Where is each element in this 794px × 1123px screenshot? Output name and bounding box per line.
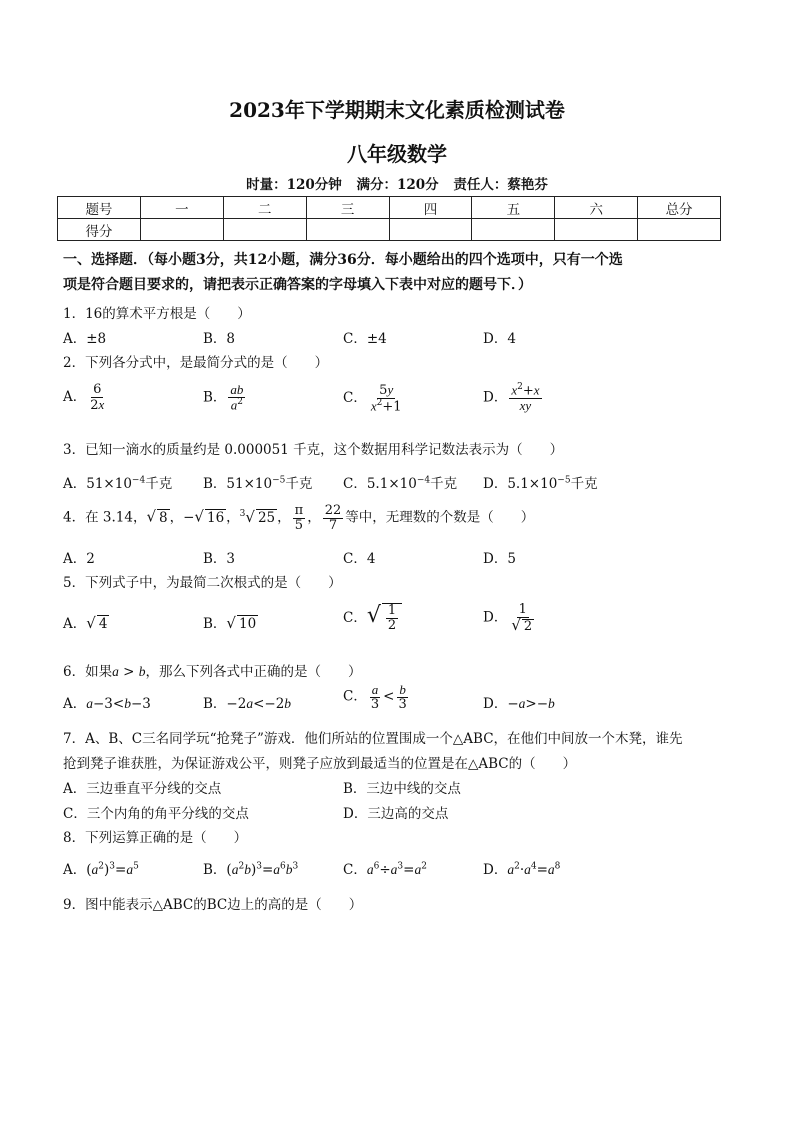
option-letter: A． — [63, 696, 87, 712]
option-letter: D． — [483, 476, 508, 492]
q8-stem: 8．下列运算正确的是（ ） — [63, 830, 248, 846]
score-cell: 题号 — [58, 197, 141, 219]
option-letter: B． — [203, 696, 227, 712]
q6-tail: ，那么下列各式中正确的是（ ） — [145, 664, 362, 680]
q6-stem: 6．如果a > b，那么下列各式中正确的是（ ） — [63, 664, 362, 680]
q4-option-b[interactable]: B．3 — [203, 551, 236, 567]
q2-option-c[interactable]: C． $\frac{5y}{x^2+1}$ — [343, 382, 402, 414]
score-table — [57, 196, 721, 241]
option-letter: D． — [483, 609, 508, 626]
exam-title: 2023年下学期期末文化素质检测试卷 — [229, 98, 565, 122]
option-letter: A． — [63, 476, 87, 492]
q2-stem: 2．下列各分式中，是最简分式的是（ ） — [63, 355, 329, 371]
q2-option-d[interactable]: D． $\frac{x^2+x}{xy}$ — [483, 382, 540, 413]
q8-option-c[interactable]: C．$a^6\div a^3=a^2$ — [343, 861, 427, 878]
score-input-cell[interactable] — [555, 219, 638, 241]
section-heading-line1: 一、选择题．（每小题3分，共12小题，满分36分．每小题给出的四个选项中，只有一个选 — [63, 252, 623, 268]
score-input-cell[interactable] — [389, 219, 472, 241]
q8-option-b[interactable]: B．$(a^2b)^3=a^6b^3$ — [203, 861, 299, 878]
score-input-cell[interactable] — [638, 219, 721, 241]
section-heading-line2: 项是符合题目要求的，请把表示正确答案的字母填入下表中对应的题号下．） — [63, 277, 532, 293]
unit-text: 千克 — [285, 476, 313, 492]
score-cell: 三 — [306, 197, 389, 219]
q7-option-d[interactable]: D．三边高的交点 — [343, 806, 449, 822]
q5-option-a[interactable]: A．√ 4 — [63, 614, 108, 632]
q3-option-d[interactable]: D．$5.1\times 10^{-5}$千克 — [483, 475, 598, 492]
option-letter: D． — [483, 389, 508, 406]
option-letter: C． — [343, 688, 367, 705]
q1-option-c[interactable]: C．±4 — [343, 331, 387, 347]
q7-option-a[interactable]: A．三边垂直平分线的交点 — [63, 781, 222, 797]
q6-lead: 6．如果 — [63, 664, 113, 680]
q7-stem-line2: 抢到凳子谁获胜，为保证游戏公平，则凳子应放到最适当的位置是在△ABC的（ ） — [63, 756, 577, 772]
q8-option-a[interactable]: A．$(a^2)^3=a^5$ — [63, 861, 139, 878]
option-letter: A． — [63, 389, 87, 406]
score-table-score-row — [58, 219, 721, 241]
q4-option-d[interactable]: D．5 — [483, 551, 516, 567]
score-cell: 六 — [555, 197, 638, 219]
option-letter: C． — [343, 476, 367, 492]
unit-text: 千克 — [570, 476, 598, 492]
q7-stem-line1: 7．A、B、C三名同学玩“抢凳子”游戏．他们所站的位置围成一个△ABC，在他们中间放一个木凳，谁先 — [63, 731, 683, 747]
q6-option-c[interactable]: C． $\frac{a}{3}$ < $\frac{b}{3}$ — [343, 682, 407, 712]
option-letter: B． — [203, 862, 227, 878]
q3-stem: 3．已知一滴水的质量约是 0.000051 千克，这个数据用科学记数法表示为（ ） — [63, 442, 564, 458]
q3-option-b[interactable]: B．$51\times 10^{-5}$千克 — [203, 475, 313, 492]
score-cell: 五 — [472, 197, 555, 219]
q7-option-b[interactable]: B．三边中线的交点 — [343, 781, 461, 797]
option-letter: C． — [343, 862, 367, 878]
unit-text: 千克 — [430, 476, 458, 492]
exam-time: 时量：120分钟 — [246, 177, 342, 193]
option-letter: B． — [203, 389, 227, 406]
score-input-cell[interactable] — [472, 219, 555, 241]
q5-option-d[interactable]: D． $\frac{1}{√ 2}$ — [483, 602, 533, 634]
exam-subtitle: 八年级数学 — [347, 142, 447, 166]
q5-option-c[interactable]: C．√ $\frac{1}{2}$ — [343, 603, 402, 633]
q6-option-a[interactable]: A．a−3<b−3 — [63, 696, 151, 712]
q4-tail: 等中，无理数的个数是（ ） — [345, 509, 535, 526]
q4-option-a[interactable]: A．2 — [63, 551, 95, 567]
q4-stem: 4．在 3.14，√ 8 ，−√ 16 ，$^3$√ 25 ， $\frac{\pi}{5}$ ， $\frac{22}{7}$ 等中，无理数的个数是（ ） — [63, 503, 535, 533]
option-letter: C． — [343, 389, 367, 406]
option-letter: C． — [343, 610, 367, 626]
score-cell: 得分 — [58, 219, 141, 241]
option-letter: A． — [63, 616, 87, 632]
q8-option-d[interactable]: D．$a^2\cdot a^4=a^8$ — [483, 861, 561, 878]
exam-info — [0, 173, 794, 193]
score-cell: 四 — [389, 197, 472, 219]
q6-option-b[interactable]: B．−2a<−2b — [203, 696, 292, 712]
option-letter: A． — [63, 862, 87, 878]
q2-option-b[interactable]: B． $\frac{ab}{a^2}$ — [203, 382, 244, 412]
score-input-cell[interactable] — [306, 219, 389, 241]
option-letter: B． — [203, 476, 227, 492]
q4-option-c[interactable]: C．4 — [343, 551, 376, 567]
q1-option-a[interactable]: A．±8 — [63, 331, 107, 347]
option-letter: B． — [203, 616, 227, 632]
score-input-cell[interactable] — [140, 219, 223, 241]
q5-option-b[interactable]: B．√ 10 — [203, 614, 257, 632]
q6-option-d[interactable]: D．−a>−b — [483, 696, 555, 712]
exam-full-score: 满分：120分 — [356, 177, 439, 193]
option-letter: D． — [483, 696, 508, 712]
score-cell: 一 — [140, 197, 223, 219]
q9-stem: 9．图中能表示△ABC的BC边上的高的是（ ） — [63, 897, 363, 913]
unit-text: 千克 — [145, 476, 173, 492]
exam-person: 责任人：蔡艳芬 — [453, 177, 548, 193]
score-cell: 二 — [223, 197, 306, 219]
score-table-header-row — [58, 197, 721, 219]
q7-option-c[interactable]: C．三个内角的角平分线的交点 — [63, 806, 249, 822]
q1-stem: 1．16的算术平方根是（ ） — [63, 306, 251, 322]
q4-lead: 4．在 3.14， — [63, 509, 147, 526]
score-input-cell[interactable] — [223, 219, 306, 241]
q1-option-d[interactable]: D．4 — [483, 331, 516, 347]
q3-option-c[interactable]: C．$5.1\times 10^{-4}$千克 — [343, 475, 458, 492]
option-letter: D． — [483, 862, 508, 878]
q5-stem: 5．下列式子中，为最简二次根式的是（ ） — [63, 575, 342, 591]
q2-option-a[interactable]: A． $\frac{6}{2x}$ — [63, 382, 105, 413]
q3-option-a[interactable]: A．$51\times 10^{-4}$千克 — [63, 475, 173, 492]
q1-option-b[interactable]: B．8 — [203, 331, 236, 347]
score-cell: 总分 — [638, 197, 721, 219]
